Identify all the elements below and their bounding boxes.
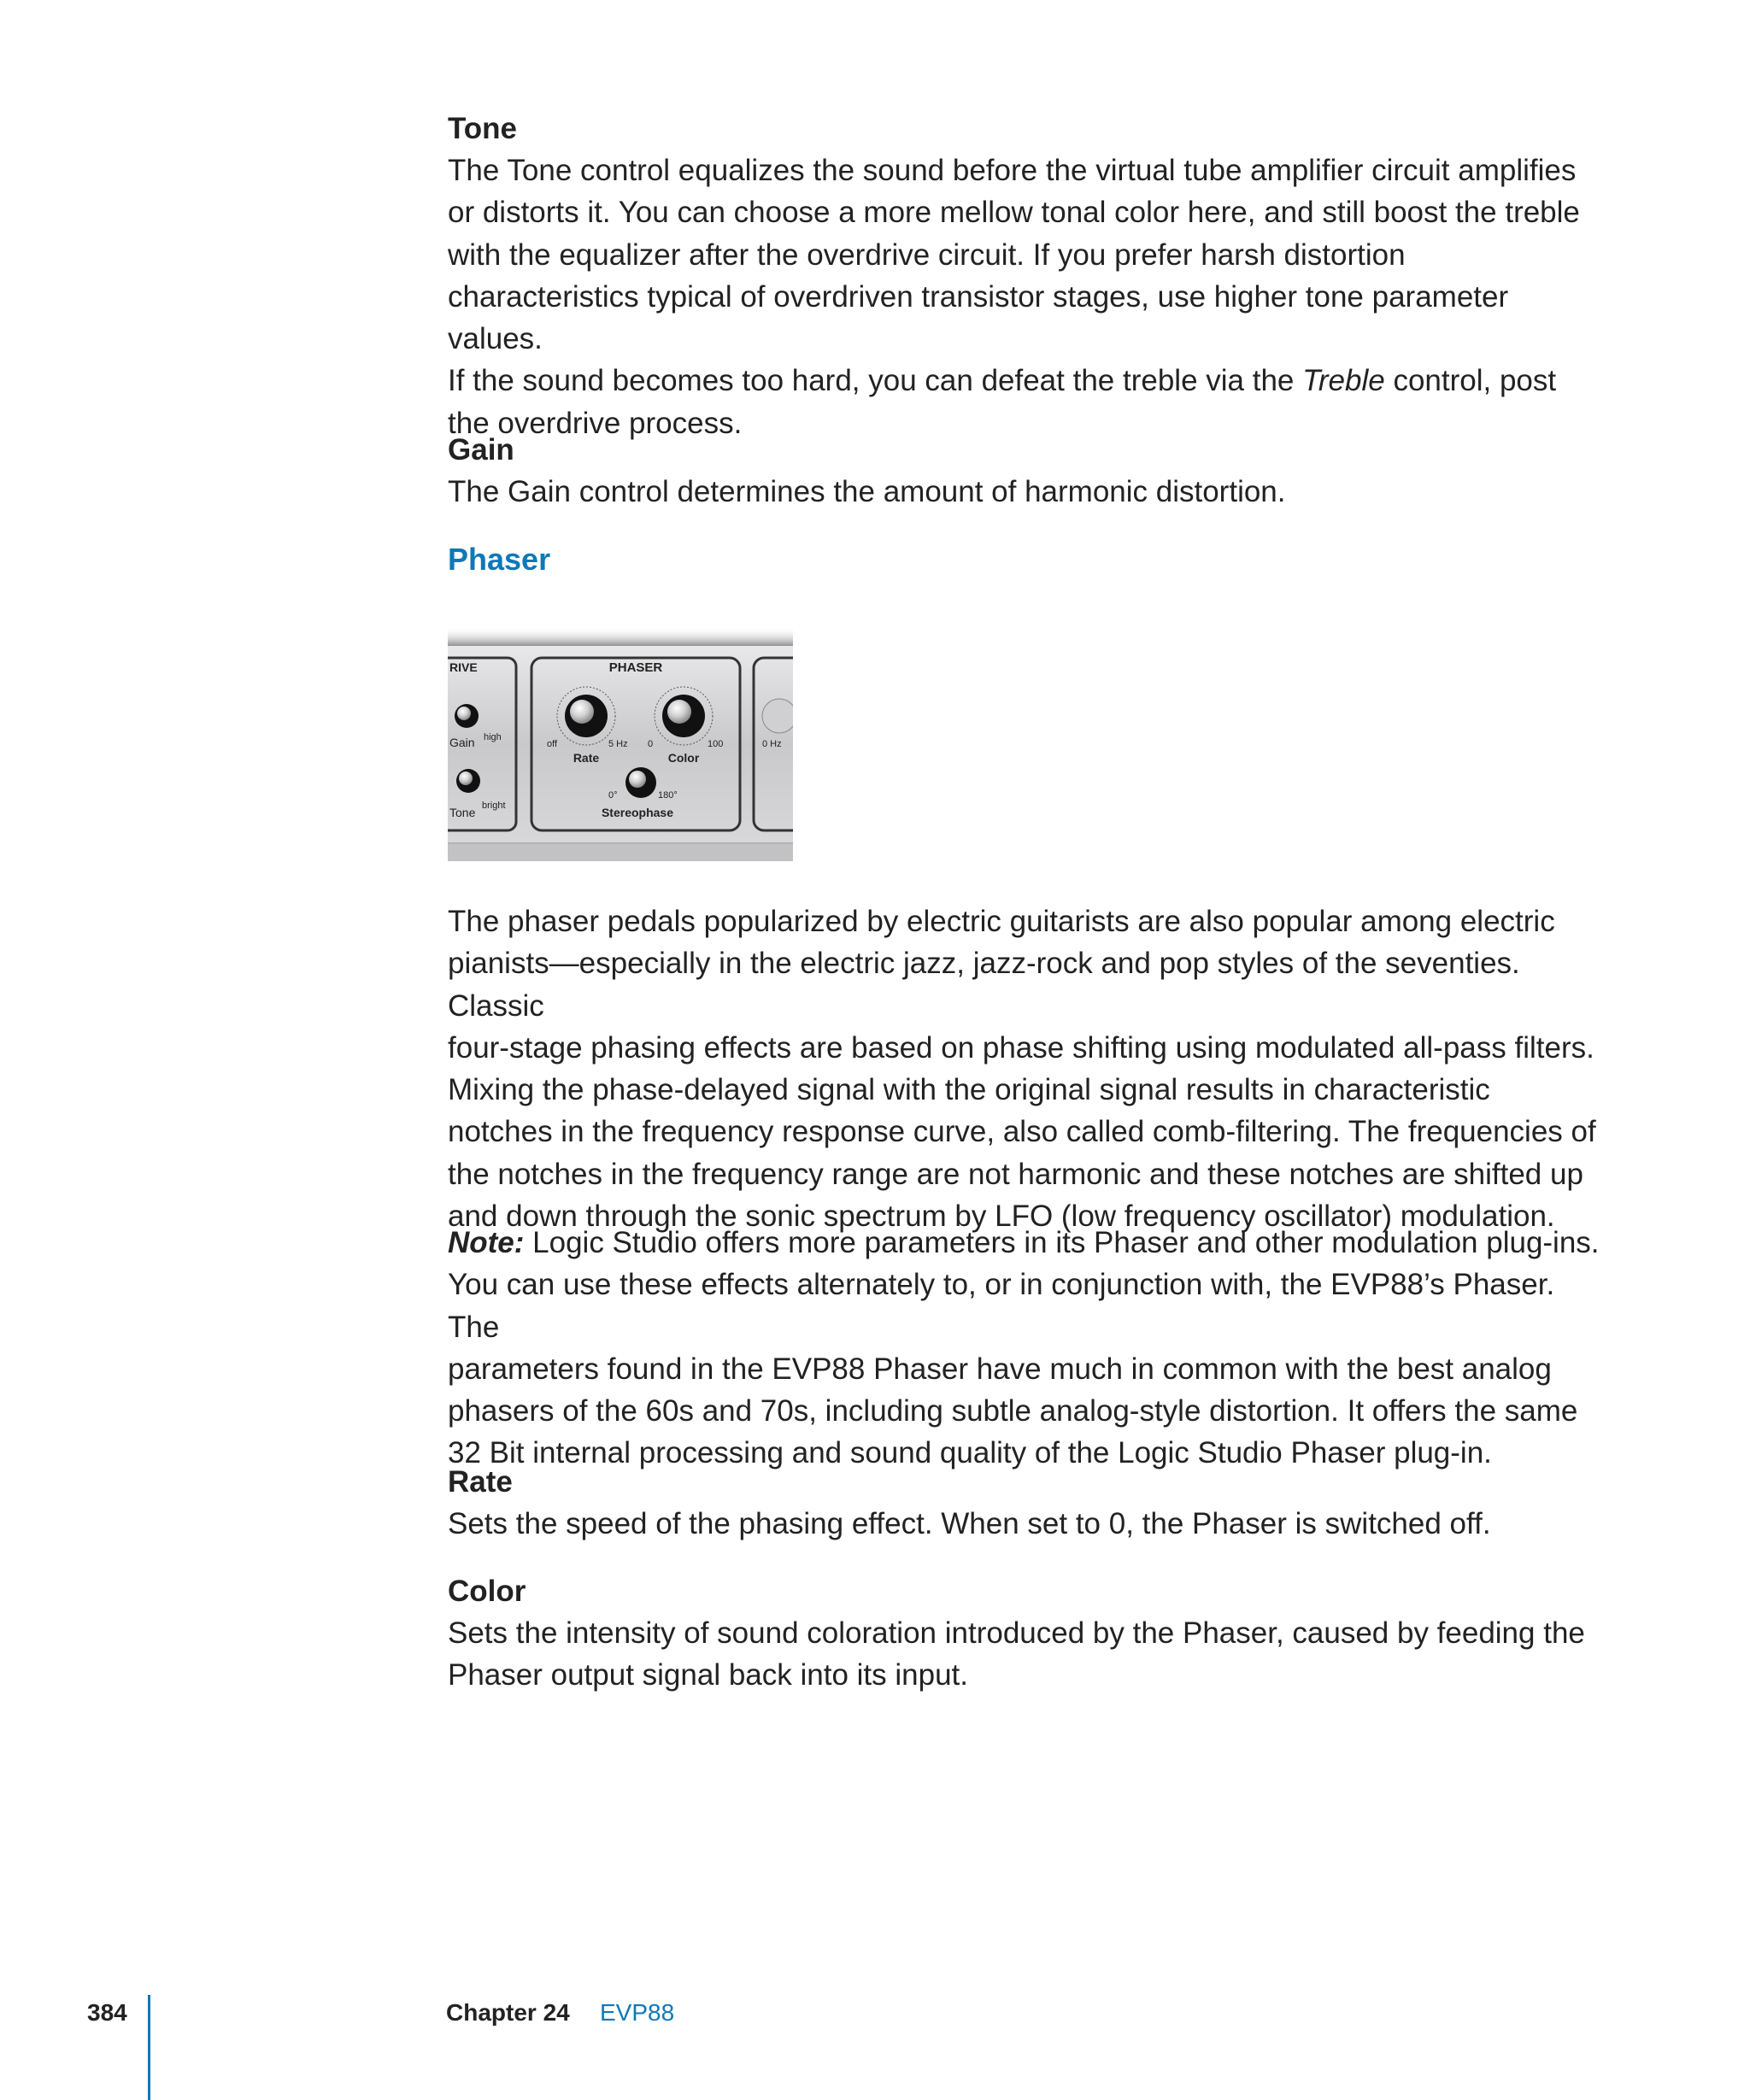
color-label: Color — [667, 751, 700, 765]
treble-emphasis: Treble — [1302, 364, 1385, 398]
note-line: You can use these effects alternately to, or in conjunction with, the EVP88’s Phaser. The — [448, 1268, 1555, 1344]
tone-line: If the sound becomes too hard, you can defeat the treble via the Treble control, post — [448, 364, 1557, 398]
phaser-line: four-stage phasing effects are based on phase shifting using modulated all-pass filters. — [448, 1030, 1594, 1065]
rate-label: Rate — [573, 751, 600, 765]
color-line: Sets the intensity of sound coloration introduced by the Phaser, caused by feeding the — [448, 1616, 1585, 1650]
stereophase-min: 0° — [608, 790, 618, 801]
rate-body: Sets the speed of the phasing effect. When set to 0, the Phaser is switched off. — [448, 1507, 1491, 1540]
tone-section — [448, 108, 1610, 444]
phaser-line: and down through the sonic spectrum by LFO (low frequency oscillator) modulation. — [448, 1200, 1555, 1234]
phaser-panel-figure — [448, 627, 793, 861]
note-line: parameters found in the EVP88 Phaser have much in common with the best analog — [448, 1352, 1552, 1386]
tone-knob-label: Tone — [449, 806, 476, 819]
phaser-paragraph — [448, 900, 1610, 1237]
phaser-line: notches in the frequency response curve, also called comb-filtering. The frequencies of — [448, 1115, 1596, 1149]
rate-max: 5 Hz — [608, 739, 628, 749]
rate-section — [448, 1461, 1610, 1545]
note-line: phasers of the 60s and 70s, including subtle analog-style distortion. It offers the same — [448, 1394, 1578, 1428]
footer-title: EVP88 — [600, 1999, 675, 2026]
stereophase-max: 180° — [658, 790, 678, 801]
color-min: 0 — [648, 739, 654, 749]
next-knob — [762, 699, 793, 733]
next-label: 0 Hz — [762, 739, 782, 749]
note-line: 32 Bit internal processing and sound quality of the Logic Studio Phaser plug-in. — [448, 1436, 1492, 1470]
panel-top-shadow — [448, 627, 793, 648]
footer-chapter: Chapter 24 — [446, 1999, 570, 2026]
panel-bottom-shadow — [448, 842, 793, 861]
phaser-line: the notches in the frequency range are not harmonic and these notches are shifted up — [448, 1157, 1583, 1191]
gain-body: The Gain control determines the amount of harmonic distortion. — [448, 475, 1286, 508]
tone-line: the overdrive process. — [448, 406, 743, 440]
note-label: Note: — [448, 1226, 525, 1259]
rate-min: off — [547, 739, 558, 749]
note-paragraph — [448, 1222, 1610, 1475]
tone-line: The Tone control equalizes the sound before the virtual tube amplifier circuit amplifies — [448, 154, 1577, 187]
phaser-line: The phaser pedals popularized by electric guitarists are also popular among electric — [448, 905, 1555, 938]
phaser-panel-svg — [448, 627, 793, 861]
color-line: Phaser output signal back into its input. — [448, 1658, 968, 1692]
tone-heading: Tone — [448, 112, 518, 145]
gain-knob-label: Gain — [449, 736, 475, 749]
gain-high-label: high — [484, 732, 502, 742]
phaser-heading-wrap — [448, 538, 1610, 581]
tone-line: characteristics typical of overdriven transistor stages, use higher tone parameter values. — [448, 279, 1509, 356]
color-section — [448, 1570, 1610, 1697]
rate-heading: Rate — [448, 1465, 513, 1499]
color-heading: Color — [448, 1575, 526, 1608]
gain-heading: Gain — [448, 433, 514, 466]
tone-bright-label: bright — [482, 801, 506, 811]
tone-line: or distorts it. You can choose a more mellow tonal color here, and still boost the treble — [448, 196, 1580, 230]
tone-line: with the equalizer after the overdrive circuit. If you prefer harsh distortion — [448, 238, 1406, 272]
drive-label: RIVE — [449, 660, 478, 674]
color-max: 100 — [708, 739, 724, 749]
phaser-line: pianists—especially in the electric jazz, jazz-rock and pop styles of the seventies. Classic — [448, 947, 1520, 1023]
phaser-heading: Phaser — [448, 542, 551, 577]
phaser-line: Mixing the phase-delayed signal with the original signal results in characteristic — [448, 1073, 1490, 1107]
note-line: Note: Logic Studio offers more parameters in its Phaser and other modulation plug-ins. — [448, 1226, 1600, 1259]
phaser-title: PHASER — [608, 660, 663, 675]
footer-rule — [148, 1995, 150, 2100]
stereophase-label: Stereophase — [601, 806, 674, 819]
gain-section — [448, 429, 1610, 513]
page-number: 384 — [87, 1999, 127, 2026]
